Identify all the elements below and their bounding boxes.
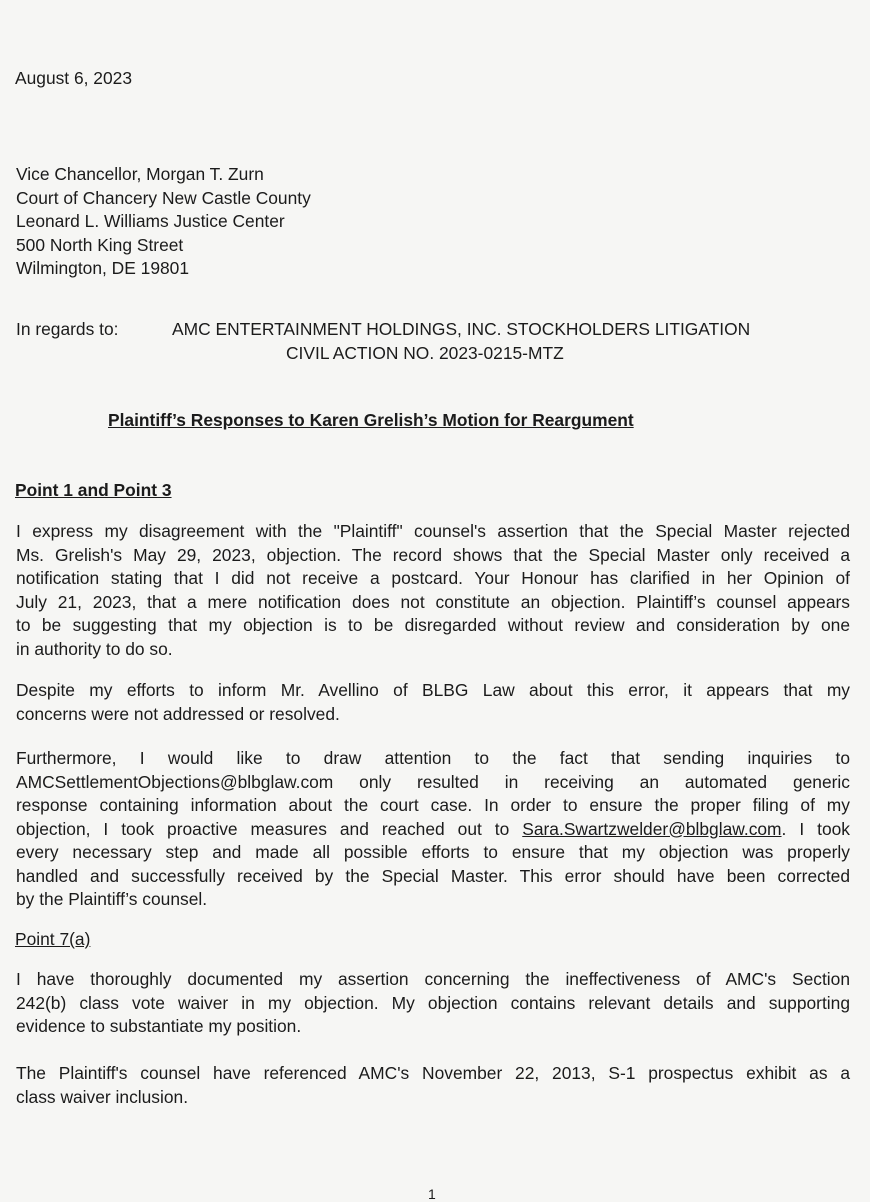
recipient-line: 500 North King Street xyxy=(16,234,184,255)
text-line: notification stating that I did not receive a postcard. Your Honour has clarified in her Opinion of xyxy=(16,568,850,588)
document-title: Plaintiff’s Responses to Karen Grelish’s Motion for Reargument xyxy=(108,410,634,430)
text-line: by the Plaintiff’s counsel. xyxy=(16,889,208,909)
email-link[interactable]: Sara.Swartzwelder@blbglaw.com xyxy=(522,818,782,839)
text-line: 242(b) class vote waiver in my objection. My objection contains relevant details and supporting xyxy=(16,992,850,1013)
section-heading-point-1-3: Point 1 and Point 3 xyxy=(15,480,172,500)
text-line: response containing information about the court case. In order to ensure the proper filing of my xyxy=(16,795,850,815)
section-heading-point-7a: Point 7(a) xyxy=(15,929,91,949)
civil-action-number: CIVIL ACTION NO. 2023-0215-MTZ xyxy=(286,343,564,363)
text-line: I have thoroughly documented my assertion concerning the ineffectiveness of AMC's Section xyxy=(16,969,850,989)
recipient-line: Wilmington, DE 19801 xyxy=(16,258,190,278)
text-line: evidence to substantiate my position. xyxy=(16,1016,302,1036)
recipient-line: Court of Chancery New Castle County xyxy=(16,187,311,208)
text-line: AMCSettlementObjections@blbglaw.com only resulted in receiving an automated generic xyxy=(16,771,850,792)
paragraph-disagreement xyxy=(16,520,850,661)
text-fragment: . I took xyxy=(781,818,850,839)
regarding-label: In regards to: xyxy=(16,319,119,339)
text-line: Ms. Grelish's May 29, 2023, objection. The record shows that the Special Master only received a xyxy=(16,544,850,565)
recipient-line: Leonard L. Williams Justice Center xyxy=(16,211,285,231)
paragraph-efforts xyxy=(16,679,850,726)
text-line xyxy=(16,818,850,842)
regarding-title: AMC ENTERTAINMENT HOLDINGS, INC. STOCKHOLDERS LITIGATION xyxy=(172,319,751,339)
text-line: Despite my efforts to inform Mr. Avellino of BLBG Law about this error, it appears that my xyxy=(16,680,850,700)
text-line: in authority to do so. xyxy=(16,638,173,659)
text-line: to be suggesting that my objection is to be disregarded without review and consideration by one xyxy=(16,615,850,635)
paragraph-referenced xyxy=(16,1062,850,1109)
paragraph-furthermore xyxy=(16,747,850,912)
text-fragment: objection, I took proactive measures and reached out to xyxy=(16,818,523,839)
letter-date: August 6, 2023 xyxy=(15,68,132,88)
text-line: concerns were not addressed or resolved. xyxy=(16,703,340,724)
text-line: The Plaintiff's counsel have referenced AMC's November 22, 2013, S-1 prospectus exhibit as a xyxy=(16,1063,850,1083)
text-line: July 21, 2023, that a mere notification does not constitute an objection. Plaintiff’s counsel appears xyxy=(16,591,850,612)
text-line: class waiver inclusion. xyxy=(16,1086,189,1107)
recipient-line: Vice Chancellor, Morgan T. Zurn xyxy=(16,164,264,184)
text-line: I express my disagreement with the "Plaintiff" counsel's assertion that the Special Master rejected xyxy=(16,521,850,541)
text-line: handled and successfully received by the Special Master. This error should have been corrected xyxy=(16,865,850,886)
page-number: 1 xyxy=(428,1186,436,1202)
paragraph-documented xyxy=(16,968,850,1039)
recipient-address xyxy=(16,163,311,281)
text-line: Furthermore, I would like to draw attention to the fact that sending inquiries to xyxy=(16,748,850,768)
text-line: every necessary step and made all possible efforts to ensure that my objection was properly xyxy=(16,842,850,862)
